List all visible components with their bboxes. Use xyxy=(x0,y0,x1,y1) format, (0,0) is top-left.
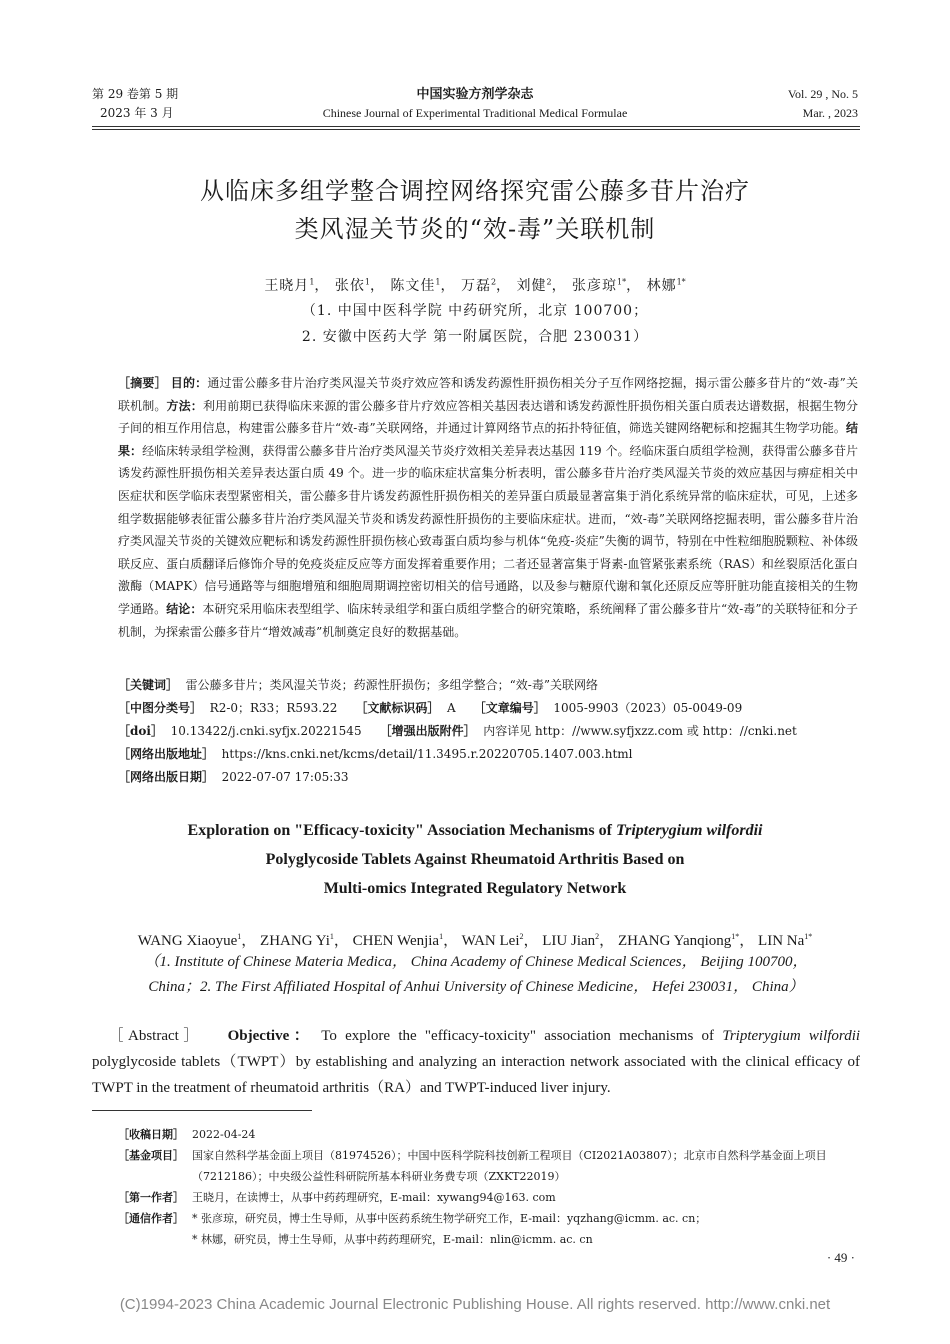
affiliations-en: （1. Institute of Chinese Materia Medica， China Academy of Chinese Medical Sciences， Beijing 100700， China；2. The First Affiliated Hospital of Anhui University of Chinese Medicine， Hefei 230031， China） xyxy=(144,954,808,995)
keywords-line: ［关键词］ 雷公藤多苷片；类风湿关节炎；药源性肝损伤；多组学整合；“效-毒”关联网络 xyxy=(118,678,598,692)
author: LIN $Na^{1*}$ xyxy=(758,932,813,949)
author-list-en xyxy=(90,926,860,952)
article-title-cn: 从临床多组学整合调控网络探究雷公藤多苷片治疗 类风湿关节炎的“效-毒”关联机制 xyxy=(200,177,750,243)
affiliations-cn: （1. 中国中医科学院 中药研究所，北京 100700； 2. 安徽中医药大学 第一附属医院，合肥 230031） xyxy=(301,303,649,345)
doi-link[interactable]: 10.13422/j.cnki.syfjx.20221545 xyxy=(170,724,362,738)
vol-no-en: Vol. 29 , No. 5 xyxy=(787,87,858,101)
journal-title-en: Chinese Journal of Experimental Traditional Medical Formulae xyxy=(322,106,628,120)
online-address-line: ［网络出版地址］ https://kns.cnki.net/kcms/detail/11.3495.r.20220705.1407.003.html xyxy=(118,747,633,761)
online-address-link[interactable]: https://kns.cnki.net/kcms/detail/11.3495.r.20220705.1407.003.html xyxy=(221,747,633,761)
header-right xyxy=(788,85,858,123)
author: WAN Lei$^2$， xyxy=(461,932,539,949)
author: LIU Jian$^2$， xyxy=(542,932,615,949)
header-rule xyxy=(92,126,860,127)
corresponding-line: ［通信作者］ * 张彦琼，研究员，博士生导师，从事中医药系统生物学研究工作，E-mail：yqzhang@icmm. ac. cn； xyxy=(118,1212,707,1225)
classification-line: ［中图分类号］ R2-0；R33；R593.22 ［文献标识码］ A ［文章编号］ 1005-9903（2023）05-0049-09 xyxy=(118,701,743,715)
header-rule-2 xyxy=(92,129,860,130)
abstract-en: ［Abstract］ Objective： To explore the "efficacy-toxicity" association mechanisms of Tripterygium wilfordii polyglycoside tablets（TWPT）by establishing and analyzing an interaction network associated with the clinical efficacy of TWPT in the treatment of rheumatoid arthritis（RA）and TWPT-induced liver injury. xyxy=(92,1028,861,1096)
author: ZHANG Yanqiong$^{1*}$， xyxy=(617,932,755,949)
author: 林娜$^{1*}$ xyxy=(646,277,686,294)
header-left xyxy=(92,85,178,123)
author: 陈文佳$^1$， xyxy=(390,277,456,294)
journal-title-cn: 中国实验方剂学杂志 xyxy=(416,87,534,102)
author: ZHANG Yi$^1$， xyxy=(260,932,349,949)
abstract-en-label: ［Abstract］ xyxy=(108,1028,203,1044)
author: 王晓月$^1$， xyxy=(264,277,330,294)
author-list-cn xyxy=(90,270,860,298)
online-date-line: ［网络出版日期］ 2022-07-07 17:05:33 xyxy=(118,770,349,784)
doi-line: ［doi］ 10.13422/j.cnki.syfjx.20221545 ［增强出版附件］ 内容详见 http：//www.syfjxzz.com 或 http：//cnki.net xyxy=(118,724,797,738)
abstract-label: ［摘要］ xyxy=(118,376,167,390)
author: 张彦琼$^{1*}$， xyxy=(572,277,642,294)
article-title-en: Exploration on "Efficacy-toxicity" Association Mechanisms of Tripterygium wilfordii Polyglycoside Tablets Against Rheumatoid Arthritis Based on Multi-omics Integrated Regulatory Network xyxy=(187,822,763,897)
abstract-cn: ［摘要］ 目的：通过雷公藤多苷片治疗类风湿关节炎疗效应答和诱发药源性肝损伤相关分子互作网络挖掘，揭示雷公藤多苷片的“效-毒”关联机制。方法：利用前期已获得临床来源的雷公藤多苷片疗效应答相关基因表达谱和诱发药源性肝损伤相关蛋白质表达谱数据，根据生物分子间的相互作用信息，构建雷公藤多苷片“效-毒”关联网络，并通过计算网络节点的拓扑特征值，筛选关键网络靶标和挖掘其生物学功能。结果：经临床转录组学检测，获得雷公藤多苷片治疗类风湿关节炎疗效相关差异表达基因 119 个。经临床蛋白质组学检测，获得雷公藤多苷片诱发药源性肝损伤相关差异表达蛋白质 49 个。进一步的临床症状富集分析表明，雷公藤多苷片治疗类风湿关节炎的效应基因与痹症相关中医症状和医学临床表型紧密相关，雷公藤多苷片诱发药源性肝损伤相关的差异蛋白质最显著富集于消化系统异常的临床症状，可见，上述多组学数据能够表征雷公藤多苷片治疗类风湿关节炎和诱发药源性肝损伤的主要临床症状。进而，“效-毒”关联网络挖掘表明，雷公藤多苷片治疗类风湿关节炎的关键效应靶标和诱发药源性肝损伤核心致毒蛋白质均参与机体“免疫-炎症”失衡的调节，特别在中性粒细胞脱颗粒、补体级联反应、蛋白质翻译后修饰介导的免疫炎症反应等方面发挥着重要作用；二者还显著富集于肾素-血管紧张素系统（RAS）和丝裂原活化蛋白激酶（MAPK）信号通路等与细胞增殖和细胞周期调控密切相关的信号通路，以及参与糖原代谢和氧化还原反应等肝脏功能直接相关的生物学通路。结论：本研究采用临床表型组学、临床转录组学和蛋白质组学整合的研究策略，系统阐释了雷公藤多苷片“效-毒”的关联特征和分子机制，为探索雷公藤多苷片“增效减毒”机制奠定良好的数据基础。 xyxy=(118,376,858,639)
date-en: Mar. , 2023 xyxy=(802,106,858,120)
pub-date: 2023 年 3 月 xyxy=(100,106,174,120)
fund-line: ［基金项目］ 国家自然科学基金面上项目（81974526）；中国中医科学院科技创新工程项目（CI2021A03807）；北京市自然科学基金面上项目（7212186）；中央级公益性科研院所基本科研业务费专项（ZXKT22019） xyxy=(118,1149,827,1183)
volume-issue: 第 29 卷第 5 期 xyxy=(92,87,179,101)
page-number: · 49 · xyxy=(826,1250,855,1265)
footnote-rule xyxy=(92,1110,312,1111)
author: 万磊$^2$， xyxy=(460,277,512,294)
corresponding-line-2: * 林娜，研究员，博士生导师，从事中药药理研究，E-mail：nlin@icmm. ac. cn xyxy=(192,1233,593,1246)
first-author-line: ［第一作者］ 王晓月，在读博士，从事中药药理研究，E-mail：xywang94@163. com xyxy=(118,1191,556,1204)
received-line: ［收稿日期］ 2022-04-24 xyxy=(118,1128,256,1141)
author: 刘健$^2$， xyxy=(516,277,567,294)
footnotes xyxy=(118,1124,863,1250)
copyright-footer: (C)1994-2023 China Academic Journal Electronic Publishing House. All rights reserved. http://www.cnki.net xyxy=(119,1296,831,1313)
author: WANG Xiaoyue$^1$， xyxy=(137,932,257,949)
author: 张依$^1$， xyxy=(334,277,385,294)
header-center xyxy=(200,85,750,123)
author: CHEN Wenjia$^1$， xyxy=(352,932,459,949)
